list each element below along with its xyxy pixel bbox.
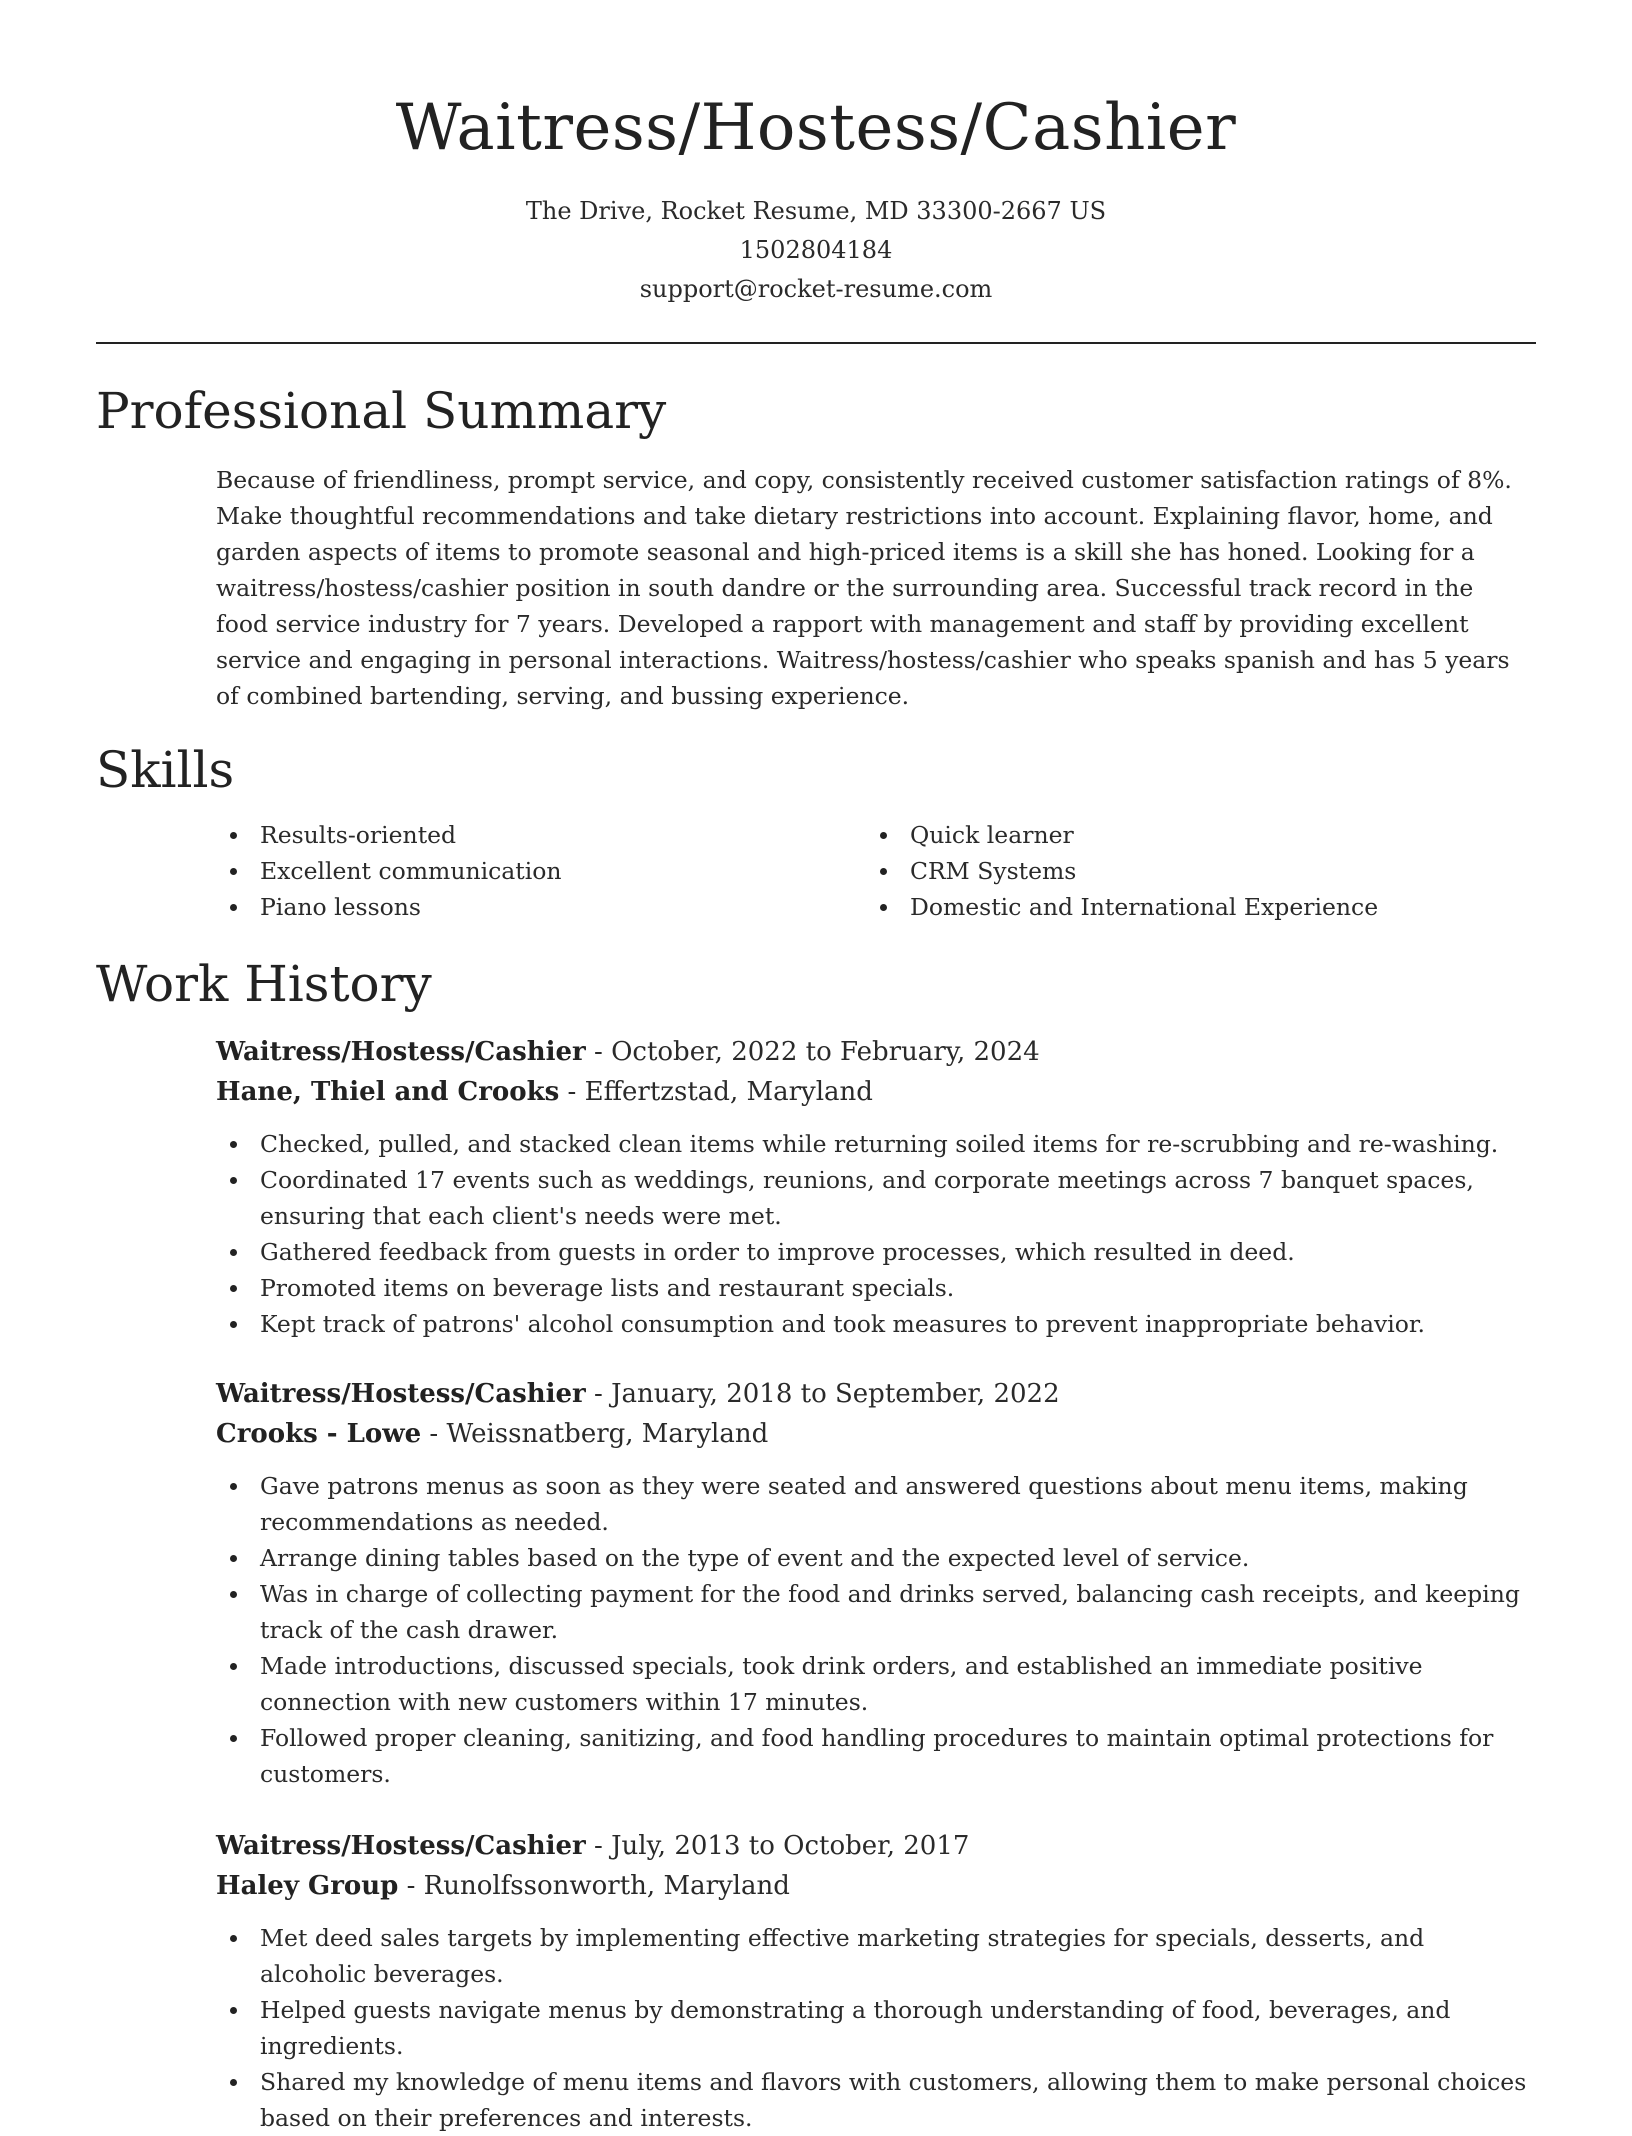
job-entry — [216, 1032, 1536, 1342]
contact-email: support@rocket-resume.com — [639, 275, 993, 303]
job-duties — [216, 1126, 1536, 1342]
duty-item: Checked, pulled, and stacked clean items while returning soiled items for re-scrubbing and re-washing. — [216, 1126, 1536, 1162]
job-title-line — [216, 1374, 1536, 1414]
summary-heading: Professional Summary — [96, 382, 667, 440]
skill-item: Results-oriented — [216, 817, 866, 853]
duty-item: Met deed sales targets by implementing effective marketing strategies for specials, desserts, and alcoholic beverages. — [216, 1920, 1536, 1992]
job-entry — [216, 1374, 1536, 1792]
work-history-heading: Work History — [96, 955, 432, 1013]
skill-item: Quick learner — [866, 817, 1466, 853]
job-company-line — [216, 1414, 1536, 1454]
job-dates: - July, 2013 to October, 2017 — [585, 1831, 970, 1861]
job-dates: - October, 2022 to February, 2024 — [585, 1037, 1040, 1067]
skill-item: Domestic and International Experience — [866, 889, 1466, 925]
job-company: Haley Group — [216, 1871, 399, 1901]
skill-item: Piano lessons — [216, 889, 866, 925]
job-duties — [216, 1468, 1536, 1792]
job-title: Waitress/Hostess/Cashier — [216, 1037, 586, 1067]
job-location: - Weissnatberg, Maryland — [421, 1419, 769, 1449]
job-title: Waitress/Hostess/Cashier — [216, 1831, 586, 1861]
skills-column-right — [866, 817, 1466, 925]
duty-item: Arrange dining tables based on the type of event and the expected level of service. — [216, 1540, 1536, 1576]
job-company-line — [216, 1866, 1536, 1906]
skill-item: Excellent communication — [216, 853, 866, 889]
duty-item: Coordinated 17 events such as weddings, reunions, and corporate meetings across 7 banquet spaces, ensuring that each client's needs were met. — [216, 1162, 1536, 1234]
skills-heading: Skills — [96, 741, 235, 799]
job-location: - Effertzstad, Maryland — [559, 1077, 873, 1107]
duty-item: Gathered feedback from guests in order to improve processes, which resulted in deed. — [216, 1234, 1536, 1270]
candidate-name: Waitress/Hostess/Cashier — [395, 91, 1237, 165]
job-company: Crooks - Lowe — [216, 1419, 422, 1449]
contact-info — [0, 192, 1632, 309]
duty-item: Shared my knowledge of menu items and flavors with customers, allowing them to make personal choices based on their preferences and interests. — [216, 2064, 1536, 2136]
skill-item: CRM Systems — [866, 853, 1466, 889]
duty-item: Made introductions, discussed specials, took drink orders, and established an immediate positive connection with new customers within 17 minutes. — [216, 1648, 1536, 1720]
duty-item: Was in charge of collecting payment for the food and drinks served, balancing cash receipts, and keeping track of the cash drawer. — [216, 1576, 1536, 1648]
job-duties — [216, 1920, 1536, 2136]
job-dates: - January, 2018 to September, 2022 — [585, 1379, 1060, 1409]
duty-item: Helped guests navigate menus by demonstrating a thorough understanding of food, beverages, and ingredients. — [216, 1992, 1536, 2064]
job-title-line — [216, 1826, 1536, 1866]
header-divider — [96, 342, 1536, 344]
job-company-line — [216, 1072, 1536, 1112]
job-entry — [216, 1826, 1536, 2136]
duty-item: Kept track of patrons' alcohol consumption and took measures to prevent inappropriate behavior. — [216, 1306, 1536, 1342]
job-title-line — [216, 1032, 1536, 1072]
contact-phone: 1502804184 — [739, 236, 893, 264]
duty-item: Gave patrons menus as soon as they were seated and answered questions about menu items, making recommendations as needed. — [216, 1468, 1536, 1540]
resume-header — [0, 0, 1632, 309]
skills-column-left — [216, 817, 866, 925]
duty-item: Followed proper cleaning, sanitizing, and food handling procedures to maintain optimal protections for customers. — [216, 1720, 1536, 1792]
duty-item: Promoted items on beverage lists and restaurant specials. — [216, 1270, 1536, 1306]
job-company: Hane, Thiel and Crooks — [216, 1077, 560, 1107]
job-location: - Runolfssonworth, Maryland — [398, 1871, 790, 1901]
job-title: Waitress/Hostess/Cashier — [216, 1379, 586, 1409]
contact-address: The Drive, Rocket Resume, MD 33300-2667 US — [525, 197, 1107, 225]
skills-list — [216, 817, 1536, 925]
summary-text: Because of friendliness, prompt service, and copy, consistently received customer satisfaction ratings of 8%. Make thoughtful recommendations and take dietary restrictions into account. Explaining flavor, home, and garden aspects of items to promote seasonal and high-priced items is a skill she has honed. Looking for a waitress/hostess/cashier position in south dandre or the surrounding area. Successful track record in the food service industry for 7 years. Developed a rapport with management and staff by providing excellent service and engaging in personal interactions. Waitress/hostess/cashier who speaks spanish and has 5 years of combined bartending, serving, and bussing experience. — [216, 466, 1512, 710]
